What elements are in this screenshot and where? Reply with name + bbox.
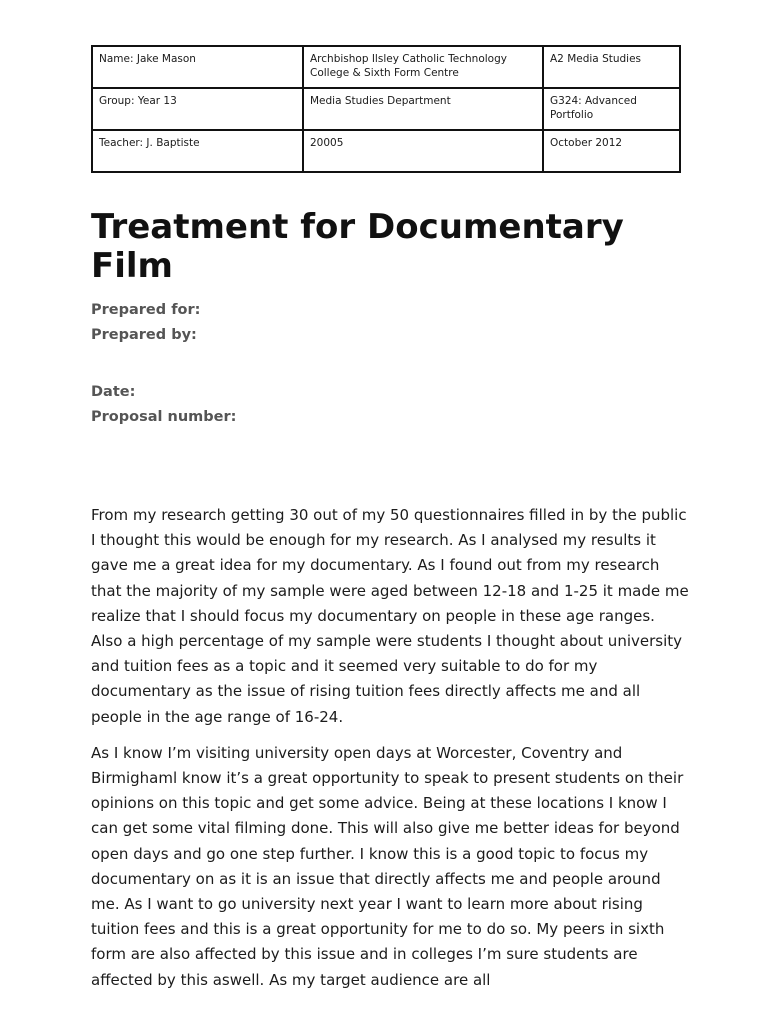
unit-cell: G324: Advanced Portfolio [543,88,680,130]
teacher-cell: Teacher: J. Baptiste [92,130,303,172]
student-name-cell: Name: Jake Mason [92,46,303,88]
table-row [92,88,680,130]
group-cell: Group: Year 13 [92,88,303,130]
prepared-for-label: Prepared for: [91,302,201,318]
header-info-table [91,45,681,173]
body-paragraph: From my research getting 30 out of my 50 questionnaires filled in by the public I thought this would be enough for my research. As I analysed my results it gave me a great idea for my documentary. As I found out from my research that the majority of my sample were aged between 12-18 and 1-25 it made me realize that I should focus my documentary on people in these age ranges. Also a high percentage of my sample were students I thought about university and tuition fees as a topic and it seemed very suitable to do for my documentary as the issue of rising tuition fees directly affects me and all people in the age range of 16-24. [91,506,689,726]
table-row [92,130,680,172]
centre-number-cell: 20005 [303,130,543,172]
date-label: Date: [91,384,136,400]
table-row [92,46,680,88]
document-body [91,503,691,1004]
body-paragraph: As I know I’m visiting university open days at Worcester, Coventry and Birmighaml know it’s a great opportunity to speak to present students on their opinions on this topic and get some advice. Being at these locations I know I can get some vital filming done. This will also give me better ideas for beyond open days and go one step further. I know this is a good topic to focus my documentary on as it is an issue that directly affects me and people around me. As I want to go university next year I want to learn more about rising tuition fees and this is a great opportunity for me to do so. My peers in sixth form are also affected by this issue and in colleges I’m sure students are affected by this aswell. As my target audience are all [91,743,684,989]
prepared-by-label: Prepared by: [91,327,197,343]
date-cell: October 2012 [543,130,680,172]
course-cell: A2 Media Studies [543,46,680,88]
department-cell: Media Studies Department [303,88,543,130]
school-name-cell: Archbishop Ilsley Catholic Technology College & Sixth Form Centre [303,46,543,88]
document-title: Treatment for Documentary Film [91,207,624,286]
proposal-number-label: Proposal number: [91,409,237,425]
